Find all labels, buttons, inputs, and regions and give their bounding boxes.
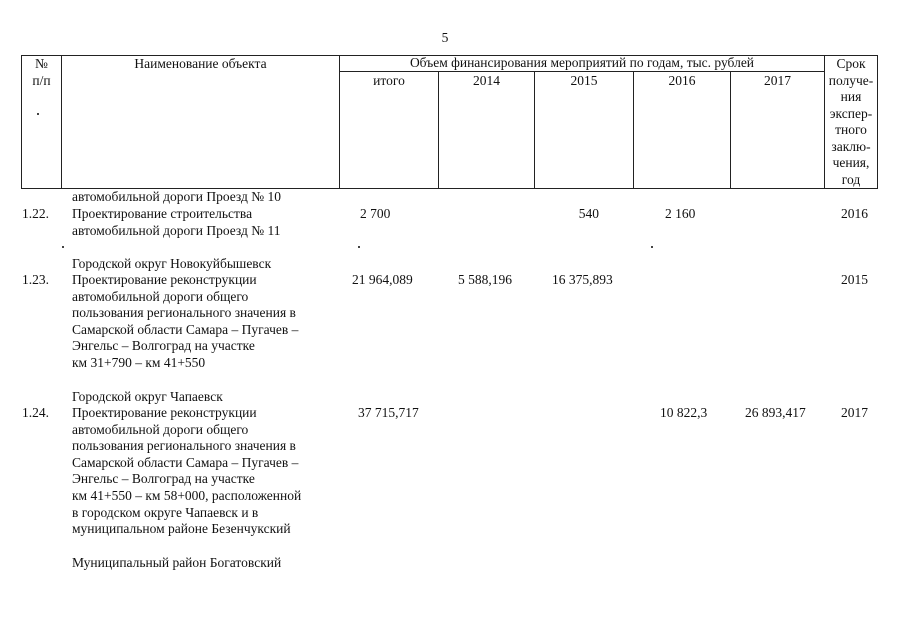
row-2015: 540 (578, 206, 599, 221)
header-total: итого (373, 73, 405, 88)
header-funding: Объем финансирования мероприятий по годам, тыс. рублей (409, 55, 755, 70)
col-divider-num (61, 55, 62, 189)
row-district: Городской округ Новокуйбышевск (72, 256, 272, 271)
page-number: 5 (441, 30, 449, 45)
row-name: Проектирование строительства автомобильной дороги Проезд № 11 (72, 206, 281, 238)
row-2014: 5 588,196 (458, 272, 512, 287)
table-right-border (877, 55, 878, 189)
row-2016: 10 822,3 (660, 405, 708, 420)
scan-speck (651, 246, 653, 248)
scan-speck (358, 246, 360, 248)
row-term: 2017 (841, 405, 868, 420)
header-2017: 2017 (764, 73, 791, 88)
row-2017: 26 893,417 (745, 405, 806, 420)
header-num: № п/п (32, 56, 51, 88)
row-name: Проектирование реконструкции автомобильной дороги общего пользования регионального значения в Самарской области Самара – Пугачев – Энгельс – Волгоград на участке км 31+790 – км 41+550 (72, 272, 299, 370)
scan-speck (37, 113, 39, 115)
header-2015: 2015 (570, 73, 598, 88)
header-name: Наименование объекта (134, 56, 267, 71)
row-term: 2016 (841, 206, 868, 221)
carryover-text: автомобильной дороги Проезд № 10 (72, 189, 282, 204)
row-2016: 2 160 (665, 206, 696, 221)
row-name: Проектирование реконструкции автомобильной дороги общего пользования регионального значения в Самарской области Самара – Пугачев – Энгельс – Волгоград на участке км 41+550 – км 58+000, расположенной в городском округе Чапаевск и в муниципальном районе Безенчукский (72, 405, 302, 537)
header-term: Срок получе- ния экспер- тного заклю- чения, год (828, 56, 874, 187)
header-2016: 2016 (668, 73, 696, 88)
header-2014: 2014 (473, 73, 500, 88)
row-term: 2015 (841, 272, 868, 287)
row-2015: 16 375,893 (552, 272, 613, 287)
row-total: 2 700 (360, 206, 391, 221)
footer-district: Муниципальный район Богатовский (72, 555, 282, 570)
row-total: 21 964,089 (352, 272, 413, 287)
row-num: 1.23. (22, 272, 49, 287)
row-total: 37 715,717 (358, 405, 419, 420)
scan-speck (62, 246, 64, 248)
row-district: Городской округ Чапаевск (72, 389, 223, 404)
row-num: 1.22. (22, 206, 49, 221)
row-num: 1.24. (22, 405, 49, 420)
